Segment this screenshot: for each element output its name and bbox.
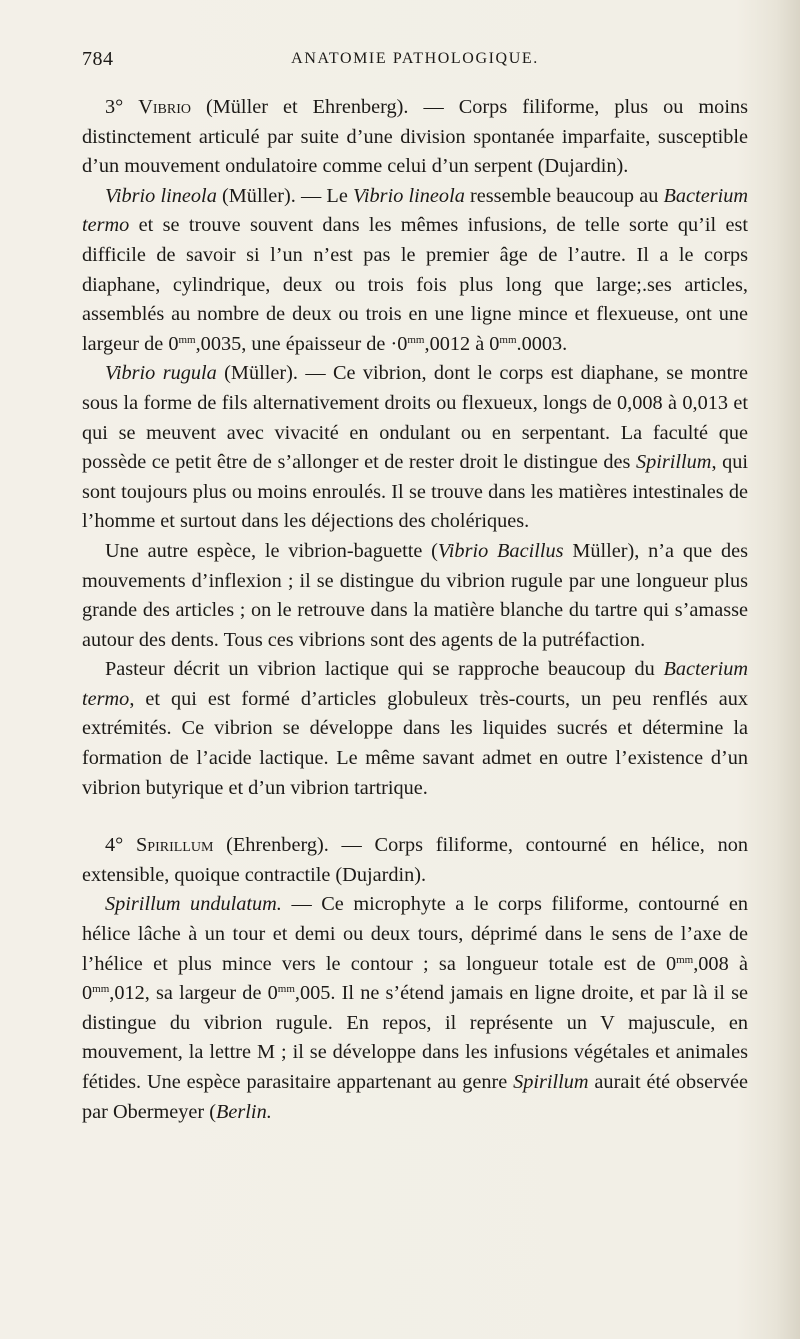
paragraph-vibrio-rugula [82,359,748,537]
paragraph-text: (Müller). — Le [216,184,354,207]
page-header [82,48,748,78]
paragraph-text: ,0012 à 0 [424,332,500,355]
paragraph-text: — Ce microphyte a le corps filiforme, contourné en hélice lâche à un tour et demi ou deux tours, déprimé dans le sens de l’axe de l’hélice et plus mince vers le contour ; sa longueur totale est de 0 [82,893,748,975]
species-name: Spirillum [513,1071,589,1093]
paragraph-text: ressemble beaucoup au [464,184,664,207]
paragraph-text: et se trouve souvent dans les mêmes infusions, de telle sorte qu’il est difficile de savoir si l’un n’est pas le premier âge de l’autre. Il a le corps diaphane, cylindrique, deux ou trois fois plus long que large;.ses articles, assemblés au nombre de deux ou trois en une ligne mince et flexueuse, ont une largeur de 0 [82,214,748,355]
section-number: 3° [105,96,139,118]
paragraph-vibrio [82,93,748,182]
paragraph-text: , et qui est formé d’articles globuleux très-courts, un peu renflés aux extrémités. Ce vibrion se développe dans les liquides sucrés et détermine la formation de l’acide lactique. Le même savant admet en outre l’existence d’un vibrion butyrique et d’un vibrion tartrique. [82,687,748,799]
paragraph-text: (Müller). — Ce vibrion, dont le corps est diaphane, se montre sous la forme de fils alternativement droits ou flexueux, longs de 0,008 à 0,013 et qui se meuvent avec vivacité en ondulant ou en serpentant. La faculté que possède ce petit être de s’allonger et de rester droit le distingue des [82,362,748,474]
species-name: Vibrio lineola [353,184,465,207]
paragraph-text: aurait été observée par Obermeyer ( [82,1071,748,1123]
species-name: Vibrio rugula [105,362,217,385]
unit-superscript: mm [92,983,110,996]
paragraph-text: ,005. Il ne s’étend jamais en ligne droite, et par là il se distingue du vibrion rugule. En repos, il représente un V majuscule, en mouvement, la lettre M ; il se développe dans les infusions végétales et animales fétides. Une espèce parasitaire appartenant au genre [82,982,748,1093]
paragraph-text: ,012, sa largeur de 0 [109,982,278,1005]
species-name: Spirillum undulatum. [105,893,282,916]
species-name: Bacterium termo [82,184,749,237]
paragraph-text: Müller), n’a que des mouvements d’inflexion ; il se distingue du vibrion rugule par une longueur plus grande des articles ; on le retrouve dans la matière blanche du tartre qui s’amasse autour des dents. Tous ces vibrions sont des agents de la putréfaction. [82,539,748,651]
section-number: 4° [105,834,136,857]
unit-superscript: mm [277,983,295,996]
paragraph-text: (Ehrenberg). — Corps filiforme, contourné en hélice, non extensible, quoique contractile (Dujardin). [82,834,748,886]
paragraph-text: Une autre espèce, le vibrion-baguette ( [105,539,438,562]
paragraph-text: Pasteur décrit un vibrion lactique qui se rapproche beaucoup du [105,658,664,681]
paragraph-text: ,0035, une épaisseur de ·0 [195,332,408,355]
paragraph-text: ,008 à 0 [82,952,748,1005]
paragraph-text: (Müller et Ehrenberg). — Corps filiforme, plus ou moins distinctement articulé par suite d’une division spontanée imparfaite, susceptible d’un mouvement ondulatoire comme celui d’un serpent (Dujardin). [82,96,748,178]
unit-superscript: mm [499,333,517,346]
page-number: 784 [82,48,114,70]
species-name: Bacterium termo [82,658,748,710]
paragraph-pasteur [82,655,748,803]
unit-superscript: mm [407,333,425,346]
genus-heading: Spirillum [136,834,214,857]
species-name: Vibrio Bacillus [437,539,564,562]
unit-superscript: mm [178,333,196,346]
species-name: Vibrio lineola [105,184,217,207]
species-name: Berlin. [216,1100,272,1123]
running-title: ANATOMIE PATHOLOGIQUE. [291,50,539,67]
body-text [82,93,748,1127]
species-name: Spirillum [635,451,712,474]
paragraph-vibrio-lineola [82,182,748,360]
paragraph-vibrion-baguette [82,537,748,655]
unit-superscript: mm [676,953,694,966]
paragraph-spirillum [82,831,748,890]
paragraph-spirillum-undulatum [82,890,748,1127]
genus-heading: Vibrio [138,96,192,118]
paragraph-text: .0003. [516,332,568,355]
paragraph-text: , qui sont toujours plus ou moins enroulés. Il se trouve dans les matières intestinales de l’homme et surtout dans les déjections des cholériques. [82,451,748,533]
